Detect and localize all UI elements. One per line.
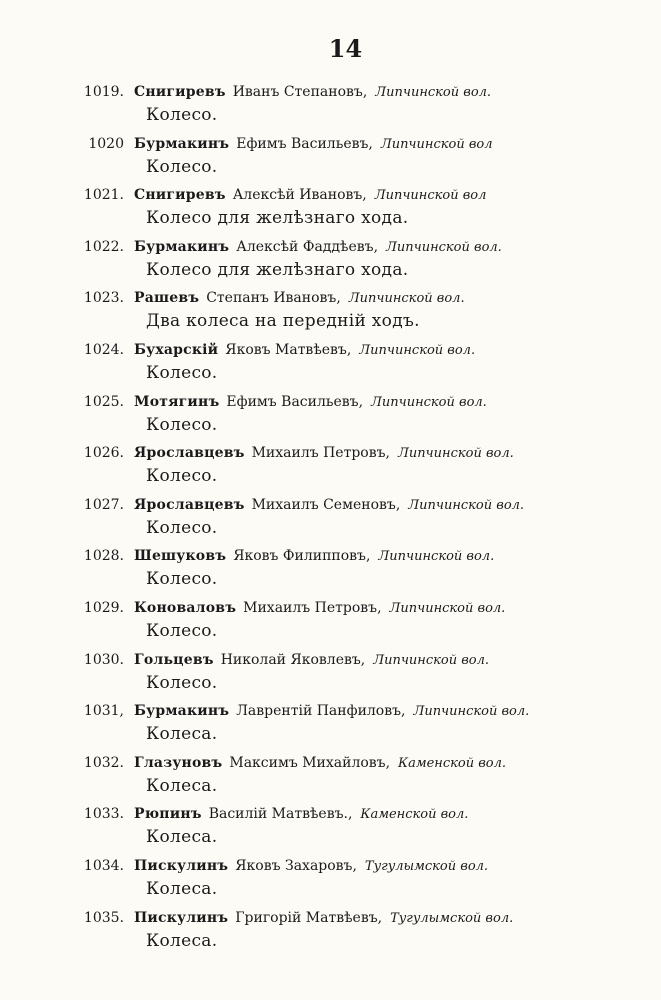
separator: , [346, 341, 352, 358]
separator: , [368, 135, 373, 152]
entry-list [0, 84, 661, 961]
list-item [0, 755, 661, 807]
list-item [0, 497, 661, 549]
entry-surname: Пискулинъ [134, 909, 229, 926]
entry-given-name: Ефимъ Васильевъ [236, 135, 369, 152]
entry-number: 1027. [83, 496, 124, 513]
entry-given-name: Алексѣй Фаддѣевъ [236, 238, 374, 255]
entry-given-name: Яковъ Филипповъ [233, 548, 366, 565]
entry-surname: Коноваловъ [134, 599, 237, 616]
entry-district: Липчинской вол. [371, 394, 487, 410]
entry-item: Два колеса на передній ходъ. [146, 311, 420, 332]
entry-header [0, 548, 640, 570]
list-item [0, 548, 661, 600]
entry-item: Колеса. [146, 724, 218, 745]
entry-surname: Ярославцевъ [134, 445, 245, 462]
entry-header [0, 652, 640, 674]
entry-number: 1024. [83, 341, 124, 358]
entry-surname: Снигиревъ [134, 187, 226, 204]
list-item [0, 136, 661, 188]
entry-number: 1019. [83, 84, 124, 100]
entry-district: Тугулымской вол. [364, 858, 489, 874]
entry-item: Колесо для желѣзнаго хода. [146, 208, 409, 229]
entry-item: Колеса. [146, 878, 218, 899]
list-item [0, 290, 661, 342]
entry-given-name: Яковъ Захаровъ [235, 857, 353, 874]
entry-given-name: Максимъ Михайловъ [229, 754, 386, 771]
entry-header [0, 187, 640, 209]
entry-district: Липчинской вол. [413, 704, 530, 720]
entry-number: 1023. [83, 290, 124, 307]
entry-surname: Глазуновъ [134, 754, 223, 771]
list-item [0, 394, 661, 446]
entry-number: 1025. [83, 393, 124, 410]
entry-item: Колесо. [146, 569, 218, 590]
entry-given-name: Степанъ Ивановъ [206, 290, 337, 307]
entry-item: Колесо для желѣзнаго хода. [146, 259, 409, 280]
entry-item: Колеса. [146, 775, 218, 796]
list-item [0, 858, 661, 910]
separator: , [336, 290, 341, 307]
entry-header [0, 806, 640, 828]
entry-header [0, 497, 640, 519]
list-item [0, 703, 661, 755]
entry-district: Каменской вол. [398, 755, 507, 771]
entry-number: 1032. [83, 754, 124, 771]
list-item [0, 84, 661, 136]
page-number [0, 34, 661, 63]
entry-district: Липчинской вол. [408, 497, 525, 513]
entry-given-name: Яковъ Матвѣевъ [225, 341, 347, 358]
list-item [0, 806, 661, 858]
entry-number: 1029. [83, 599, 124, 616]
entry-number: 1021. [83, 187, 124, 204]
separator: , [385, 754, 391, 771]
entry-surname: Бурмакинъ [134, 238, 230, 255]
list-item [0, 910, 661, 962]
entry-header [0, 600, 640, 622]
entry-item: Колесо. [146, 105, 218, 125]
entry-item: Колесо. [146, 672, 218, 693]
entry-surname: Бурмакинъ [134, 135, 230, 152]
entry-item: Колесо. [146, 362, 218, 383]
separator: , [358, 393, 364, 410]
entry-given-name: Михаилъ Петровъ [243, 599, 378, 616]
entry-header [0, 84, 640, 106]
entry-header [0, 858, 640, 880]
entry-number: 1033. [83, 806, 124, 823]
entry-item: Колеса. [146, 930, 218, 951]
list-item [0, 652, 661, 704]
entry-district: Липчинской вол [380, 136, 493, 152]
entry-number: 1035. [83, 909, 124, 926]
entry-district: Липчинской вол. [397, 446, 514, 462]
entry-number: 1026. [83, 445, 124, 462]
entry-given-name: Николай Яковлевъ [220, 651, 361, 668]
entry-header [0, 703, 640, 725]
entry-surname: Рюпинъ [134, 806, 202, 823]
entry-number: 1034. [83, 857, 124, 874]
separator: , [352, 857, 357, 874]
entry-item: Колесо. [146, 620, 218, 641]
entry-header [0, 342, 640, 364]
list-item [0, 445, 661, 497]
entry-given-name: Иванъ Степановъ [232, 84, 363, 100]
separator: , [347, 806, 353, 823]
entry-number: 1030. [83, 651, 124, 668]
entry-surname: Ярославцевъ [134, 496, 245, 513]
entry-number: 1022. [83, 238, 124, 255]
entry-district: Липчинской вол. [359, 342, 476, 358]
separator: , [385, 445, 390, 462]
entry-item: Колесо. [146, 156, 218, 177]
entry-number: 1031, [83, 703, 124, 720]
entry-surname: Пискулинъ [134, 857, 229, 874]
entry-header [0, 910, 640, 932]
entry-district: Липчинской вол. [373, 652, 490, 668]
entry-district: Липчинской вол [374, 188, 487, 204]
entry-district: Липчинской вол. [389, 600, 506, 616]
entry-given-name: Григорій Матвѣевъ [235, 909, 378, 926]
separator: , [365, 548, 371, 565]
entry-given-name: Михаилъ Петровъ [251, 445, 386, 462]
entry-header [0, 394, 640, 416]
list-item [0, 187, 661, 239]
entry-district: Тугулымской вол. [390, 910, 514, 926]
separator: , [360, 651, 366, 668]
entry-header [0, 755, 640, 777]
entry-district: Каменской вол. [360, 807, 469, 823]
entry-surname: Рашевъ [134, 290, 200, 307]
entry-district: Липчинской вол. [378, 549, 495, 565]
entry-given-name: Лаврентій Панфиловъ [236, 703, 402, 720]
entry-surname: Гольцевъ [134, 651, 214, 668]
entry-district: Липчинской вол. [375, 85, 492, 100]
entry-surname: Шешуковъ [134, 548, 227, 565]
separator: , [395, 496, 401, 513]
entry-number: 1028. [83, 548, 124, 565]
entry-header [0, 239, 640, 261]
entry-surname: Бухарскій [134, 341, 219, 358]
entry-item: Колеса. [146, 827, 218, 848]
entry-header [0, 136, 640, 158]
separator: , [362, 187, 367, 204]
entry-header [0, 290, 640, 312]
entry-header [0, 445, 640, 467]
separator: , [377, 909, 383, 926]
separator: , [373, 238, 379, 255]
entry-district: Липчинской вол. [348, 291, 465, 307]
list-item [0, 342, 661, 394]
entry-district: Липчинской вол. [386, 239, 502, 255]
entry-item: Колесо. [146, 414, 218, 435]
list-item [0, 239, 661, 291]
entry-given-name: Василій Матвѣевъ. [208, 806, 348, 823]
entry-number: 1020 [88, 135, 124, 152]
entry-item: Колесо. [146, 466, 218, 487]
entry-surname: Снигиревъ [134, 84, 226, 100]
separator: , [401, 703, 406, 720]
entry-item: Колесо. [146, 517, 218, 538]
separator: , [362, 84, 368, 100]
list-item [0, 600, 661, 652]
entry-given-name: Алексѣй Ивановъ [232, 187, 363, 204]
entry-surname: Бурмакинъ [134, 703, 230, 720]
separator: , [377, 599, 382, 616]
entry-given-name: Ефимъ Васильевъ [226, 393, 359, 410]
entry-surname: Мотягинъ [134, 393, 220, 410]
entry-given-name: Михаилъ Семеновъ [251, 496, 396, 513]
page-number-text: 14 [328, 34, 363, 63]
